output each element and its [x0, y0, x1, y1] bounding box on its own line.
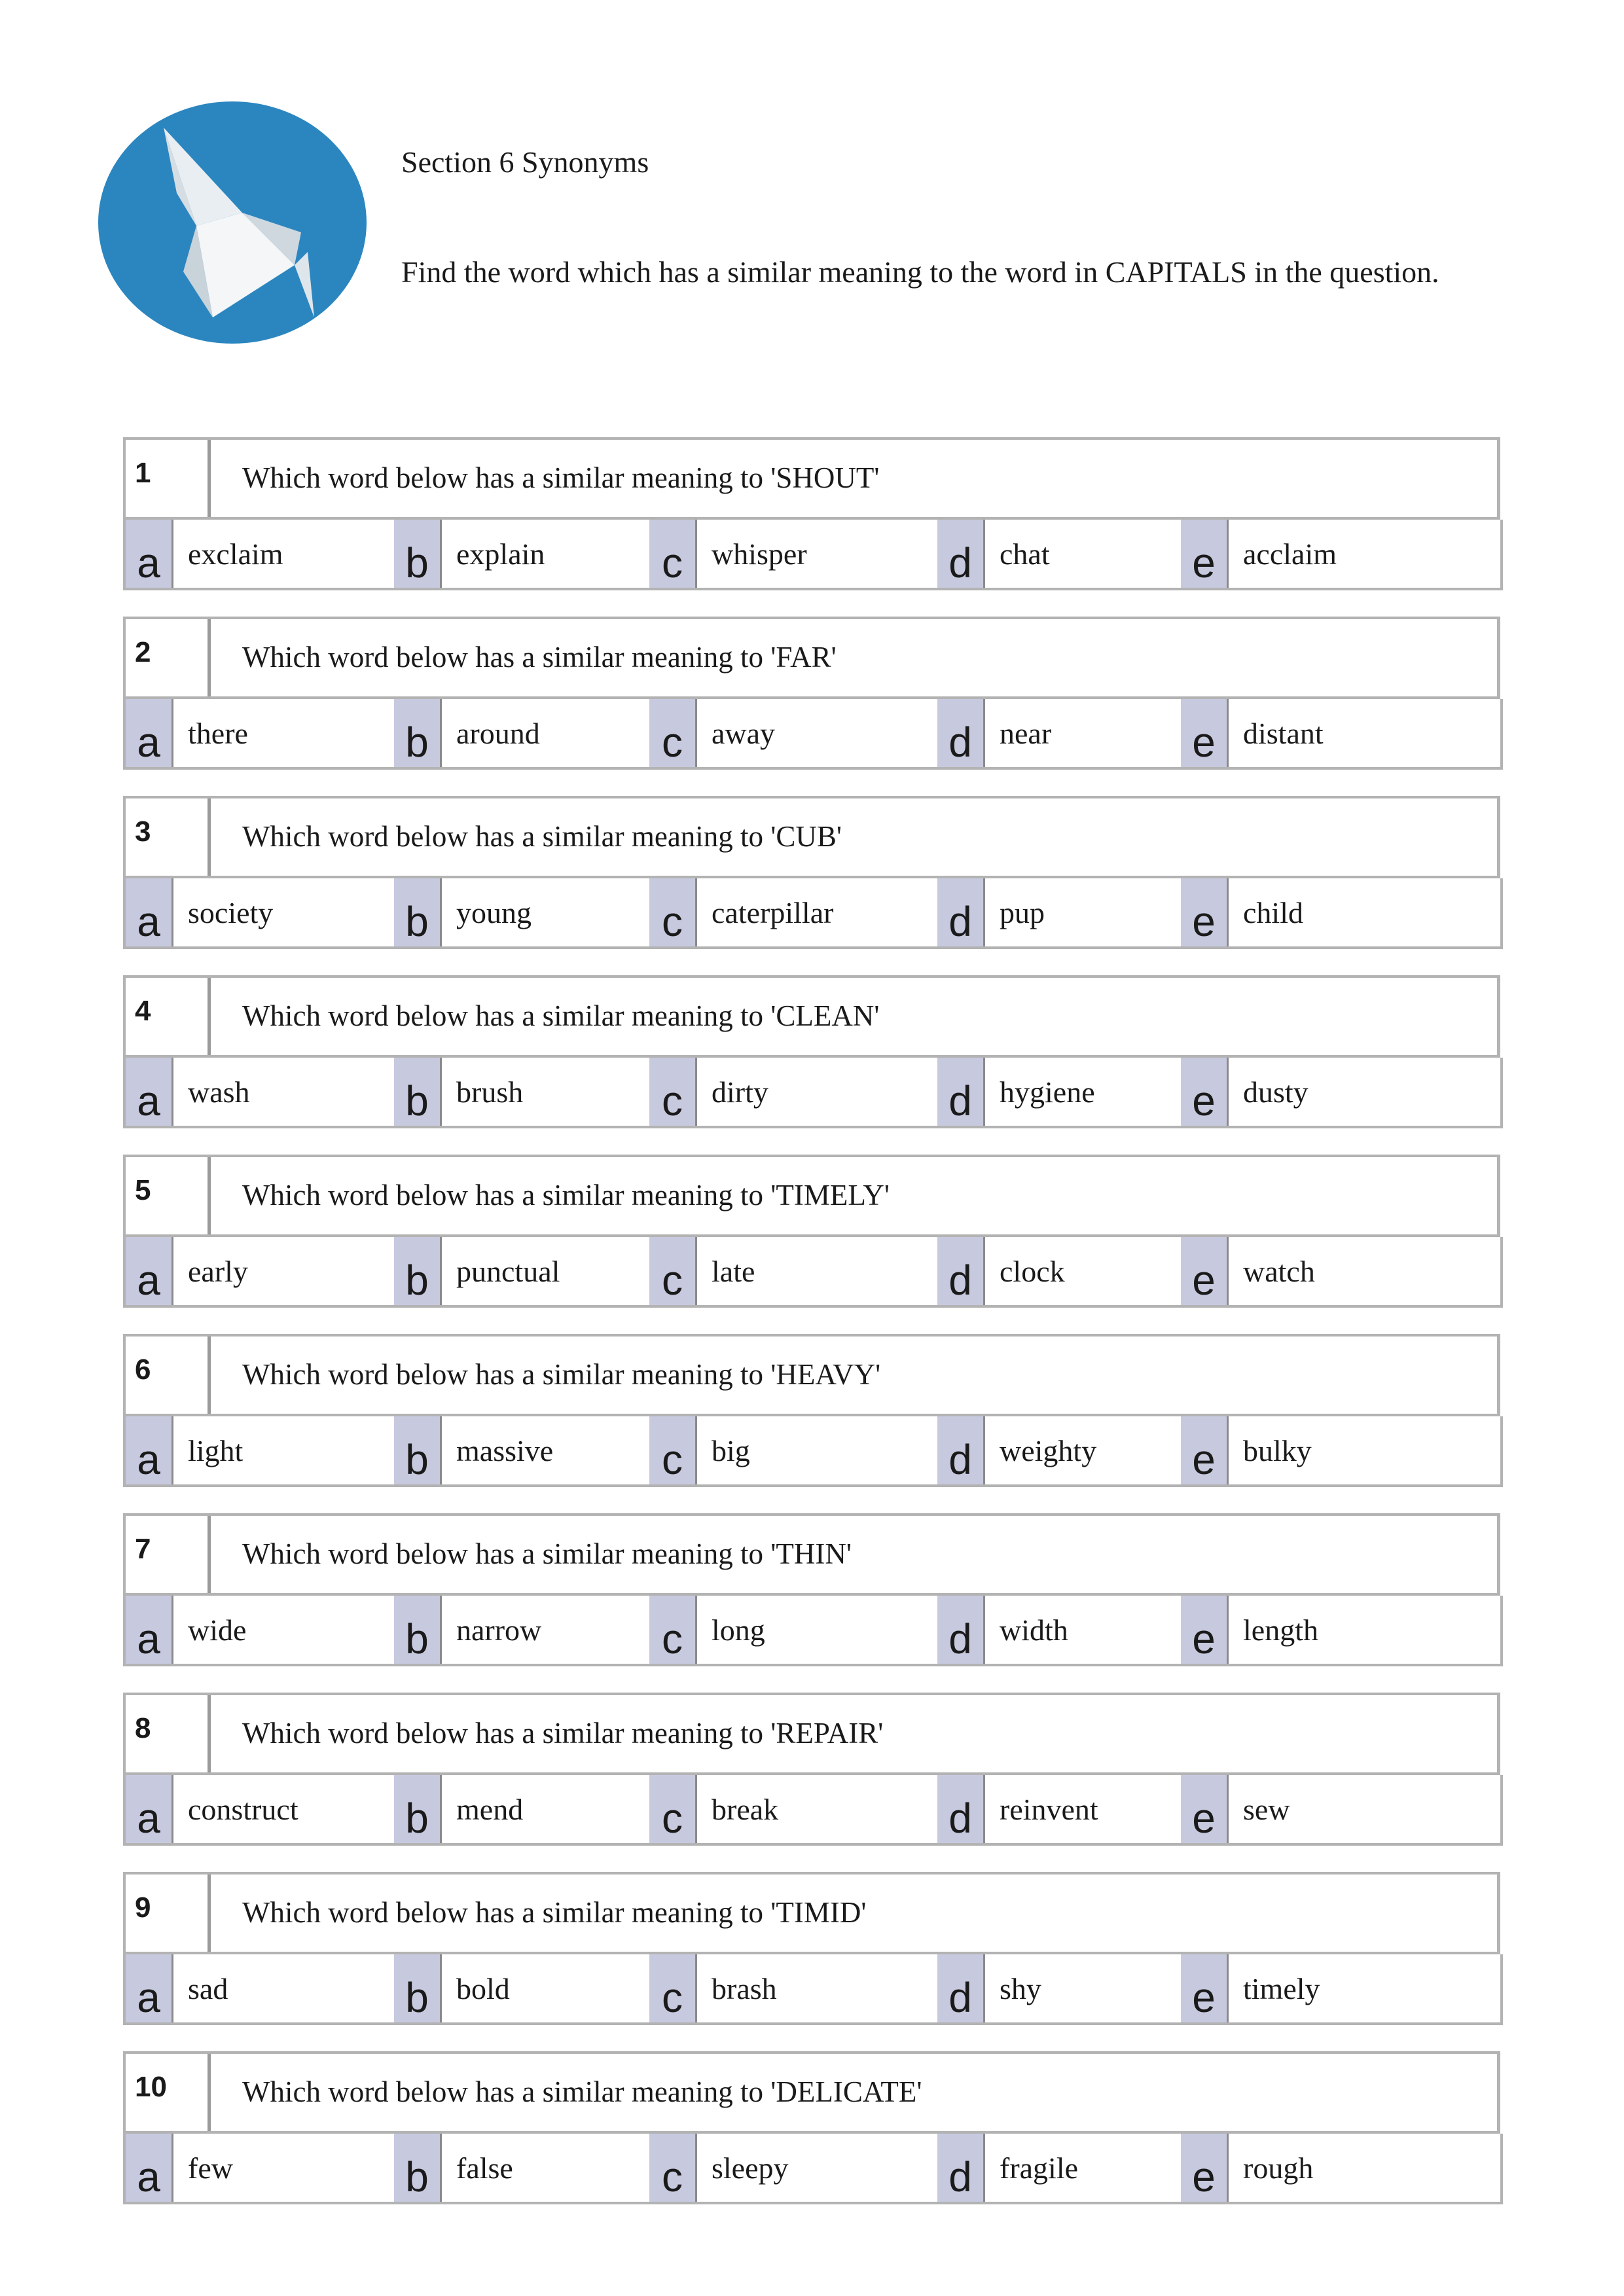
option-word: wide [188, 1613, 247, 1647]
answer-options-row [123, 1237, 1503, 1308]
option-letter: e [1181, 1954, 1227, 2022]
option-word: away [712, 717, 776, 750]
option-letter: c [649, 1058, 695, 1126]
option-answer-box [695, 878, 937, 946]
option-answer-box [171, 878, 388, 946]
question-text: Which word below has a similar meaning to 'CLEAN' [242, 999, 880, 1032]
option-answer-box [171, 1058, 388, 1126]
option-answer-box [983, 1058, 1180, 1126]
option-answer-box [1227, 520, 1502, 588]
option-word: exclaim [188, 537, 283, 571]
option-word: punctual [456, 1255, 560, 1288]
option-letter: c [649, 1596, 695, 1664]
option-word: dusty [1243, 1075, 1308, 1109]
option-answer-box [695, 1237, 937, 1305]
option-letter: e [1181, 1237, 1227, 1305]
option-word: big [712, 1434, 750, 1467]
option-letter: a [126, 520, 171, 588]
option-answer-box [1227, 878, 1502, 946]
option-word: watch [1243, 1255, 1315, 1288]
option-letter: c [649, 520, 695, 588]
question-text: Which word below has a similar meaning to 'HEAVY' [242, 1358, 881, 1391]
option-letter: e [1181, 1416, 1227, 1484]
option-word: length [1243, 1613, 1318, 1647]
option-word: society [188, 896, 274, 929]
answer-options-row [123, 878, 1503, 949]
option-word: distant [1243, 717, 1324, 750]
option-letter: b [394, 520, 440, 588]
option-letter: e [1181, 878, 1227, 946]
question-text: Which word below has a similar meaning to 'CUB' [242, 820, 842, 853]
option-letter: a [126, 1596, 171, 1664]
option-word: sad [188, 1972, 228, 2005]
option-answer-box [1227, 1058, 1502, 1126]
option-answer-box [440, 1237, 643, 1305]
option-word: wash [188, 1075, 250, 1109]
option-word: shy [1000, 1972, 1041, 2005]
option-answer-box [983, 1237, 1180, 1305]
option-letter: d [937, 2134, 983, 2202]
answer-options-row [123, 699, 1503, 770]
option-answer-box [695, 699, 937, 767]
question-header [123, 1155, 1500, 1237]
question-header [123, 1693, 1500, 1775]
option-letter: d [937, 1596, 983, 1664]
answer-options-row [123, 1596, 1503, 1666]
option-word: timely [1243, 1972, 1320, 2005]
question-text: Which word below has a similar meaning to 'SHOUT' [242, 461, 880, 494]
option-answer-box [1227, 1416, 1502, 1484]
question-item [123, 2051, 1503, 2214]
option-letter: b [394, 1058, 440, 1126]
option-letter: e [1181, 520, 1227, 588]
question-header [123, 796, 1500, 878]
option-word: reinvent [1000, 1793, 1098, 1826]
option-letter: e [1181, 1775, 1227, 1843]
option-answer-box [1227, 1596, 1502, 1664]
option-letter: a [126, 1237, 171, 1305]
option-letter: a [126, 1416, 171, 1484]
option-word: pup [1000, 896, 1045, 929]
option-word: long [712, 1613, 765, 1647]
option-letter: e [1181, 1058, 1227, 1126]
question-number: 7 [126, 1516, 211, 1593]
question-number: 8 [126, 1695, 211, 1772]
option-answer-box [983, 1954, 1180, 2022]
option-letter: b [394, 878, 440, 946]
option-answer-box [983, 699, 1180, 767]
question-item [123, 1693, 1503, 1855]
question-item [123, 1513, 1503, 1676]
option-answer-box [171, 1596, 388, 1664]
option-answer-box [440, 2134, 643, 2202]
question-text: Which word below has a similar meaning to 'TIMELY' [242, 1179, 890, 1211]
option-answer-box [983, 878, 1180, 946]
option-word: fragile [1000, 2151, 1079, 2185]
option-answer-box [695, 1775, 937, 1843]
option-letter: b [394, 1954, 440, 2022]
option-word: mend [456, 1793, 524, 1826]
option-word: break [712, 1793, 779, 1826]
option-letter: a [126, 1775, 171, 1843]
option-answer-box [983, 2134, 1180, 2202]
option-word: chat [1000, 537, 1050, 571]
option-answer-box [440, 1954, 643, 2022]
option-answer-box [440, 699, 643, 767]
question-header [123, 1334, 1500, 1416]
option-word: narrow [456, 1613, 542, 1647]
option-letter: d [937, 1058, 983, 1126]
option-answer-box [171, 1416, 388, 1484]
option-letter: b [394, 1596, 440, 1664]
option-word: early [188, 1255, 248, 1288]
question-text: Which word below has a similar meaning to 'REPAIR' [242, 1717, 884, 1749]
question-number: 3 [126, 798, 211, 876]
question-item [123, 975, 1503, 1138]
option-word: acclaim [1243, 537, 1337, 571]
option-letter: e [1181, 1596, 1227, 1664]
section-title: Section 6 Synonyms [401, 145, 649, 179]
option-letter: e [1181, 2134, 1227, 2202]
question-header [123, 975, 1500, 1058]
question-header [123, 1513, 1500, 1596]
option-letter: b [394, 699, 440, 767]
question-text: Which word below has a similar meaning to 'THIN' [242, 1537, 852, 1570]
option-answer-box [695, 1058, 937, 1126]
option-word: false [456, 2151, 513, 2185]
option-answer-box [440, 1058, 643, 1126]
answer-options-row [123, 2134, 1503, 2204]
option-answer-box [1227, 2134, 1502, 2202]
option-word: brush [456, 1075, 524, 1109]
option-letter: d [937, 1416, 983, 1484]
option-word: bulky [1243, 1434, 1312, 1467]
question-header [123, 2051, 1500, 2134]
option-answer-box [440, 1775, 643, 1843]
option-word: brash [712, 1972, 777, 2005]
question-number: 4 [126, 978, 211, 1055]
answer-options-row [123, 1775, 1503, 1846]
question-header [123, 617, 1500, 699]
option-answer-box [695, 1596, 937, 1664]
option-answer-box [695, 1954, 937, 2022]
question-item [123, 1155, 1503, 1317]
option-word: around [456, 717, 540, 750]
option-word: late [712, 1255, 755, 1288]
option-answer-box [171, 520, 388, 588]
option-answer-box [1227, 1237, 1502, 1305]
option-letter: d [937, 878, 983, 946]
question-text: Which word below has a similar meaning to 'TIMID' [242, 1896, 867, 1929]
question-number: 5 [126, 1157, 211, 1234]
option-letter: c [649, 1954, 695, 2022]
option-word: dirty [712, 1075, 768, 1109]
option-letter: d [937, 1954, 983, 2022]
question-text: Which word below has a similar meaning to 'FAR' [242, 641, 837, 673]
option-answer-box [983, 1416, 1180, 1484]
option-word: weighty [1000, 1434, 1097, 1467]
option-word: there [188, 717, 248, 750]
option-answer-box [171, 1954, 388, 2022]
option-answer-box [440, 1416, 643, 1484]
option-answer-box [171, 699, 388, 767]
option-answer-box [171, 1775, 388, 1843]
option-word: hygiene [1000, 1075, 1095, 1109]
question-number: 10 [126, 2054, 211, 2131]
option-letter: a [126, 2134, 171, 2202]
option-letter: b [394, 2134, 440, 2202]
question-number: 2 [126, 619, 211, 696]
option-answer-box [1227, 1954, 1502, 2022]
option-letter: a [126, 878, 171, 946]
option-letter: a [126, 1954, 171, 2022]
question-number: 9 [126, 1874, 211, 1952]
question-item [123, 437, 1503, 600]
option-answer-box [983, 1596, 1180, 1664]
option-word: whisper [712, 537, 807, 571]
option-answer-box [171, 1237, 388, 1305]
option-word: clock [1000, 1255, 1065, 1288]
question-list [123, 437, 1503, 2231]
option-answer-box [440, 878, 643, 946]
option-word: bold [456, 1972, 510, 2005]
option-letter: d [937, 520, 983, 588]
option-answer-box [1227, 699, 1502, 767]
option-letter: c [649, 1775, 695, 1843]
option-word: child [1243, 896, 1303, 929]
option-letter: a [126, 1058, 171, 1126]
option-answer-box [1227, 1775, 1502, 1843]
option-word: massive [456, 1434, 554, 1467]
option-letter: d [937, 1775, 983, 1843]
option-word: construct [188, 1793, 298, 1826]
option-letter: c [649, 1416, 695, 1484]
option-word: rough [1243, 2151, 1314, 2185]
option-answer-box [695, 1416, 937, 1484]
answer-options-row [123, 520, 1503, 590]
option-answer-box [695, 520, 937, 588]
option-letter: c [649, 878, 695, 946]
option-word: young [456, 896, 532, 929]
option-letter: c [649, 699, 695, 767]
answer-options-row [123, 1416, 1503, 1487]
instructions: Find the word which has a similar meaning to the word in CAPITALS in the question. [401, 255, 1439, 289]
option-letter: c [649, 2134, 695, 2202]
option-letter: b [394, 1416, 440, 1484]
question-number: 1 [126, 440, 211, 517]
option-answer-box [983, 1775, 1180, 1843]
option-letter: a [126, 699, 171, 767]
question-header [123, 1872, 1500, 1954]
option-answer-box [695, 2134, 937, 2202]
option-answer-box [171, 2134, 388, 2202]
option-answer-box [440, 520, 643, 588]
option-answer-box [983, 520, 1180, 588]
origami-bird-icon [98, 101, 367, 344]
question-item [123, 796, 1503, 958]
option-letter: c [649, 1237, 695, 1305]
question-number: 6 [126, 1336, 211, 1414]
question-item [123, 617, 1503, 779]
option-word: explain [456, 537, 545, 571]
option-answer-box [440, 1596, 643, 1664]
answer-options-row [123, 1954, 1503, 2025]
option-word: light [188, 1434, 244, 1467]
option-letter: b [394, 1775, 440, 1843]
option-word: near [1000, 717, 1052, 750]
option-letter: d [937, 699, 983, 767]
option-word: caterpillar [712, 896, 834, 929]
question-header [123, 437, 1500, 520]
option-letter: d [937, 1237, 983, 1305]
option-word: few [188, 2151, 233, 2185]
option-letter: b [394, 1237, 440, 1305]
question-item [123, 1334, 1503, 1496]
option-word: sew [1243, 1793, 1290, 1826]
question-item [123, 1872, 1503, 2034]
option-letter: e [1181, 699, 1227, 767]
question-text: Which word below has a similar meaning to 'DELICATE' [242, 2075, 922, 2108]
option-word: sleepy [712, 2151, 789, 2185]
answer-options-row [123, 1058, 1503, 1128]
option-word: width [1000, 1613, 1068, 1647]
